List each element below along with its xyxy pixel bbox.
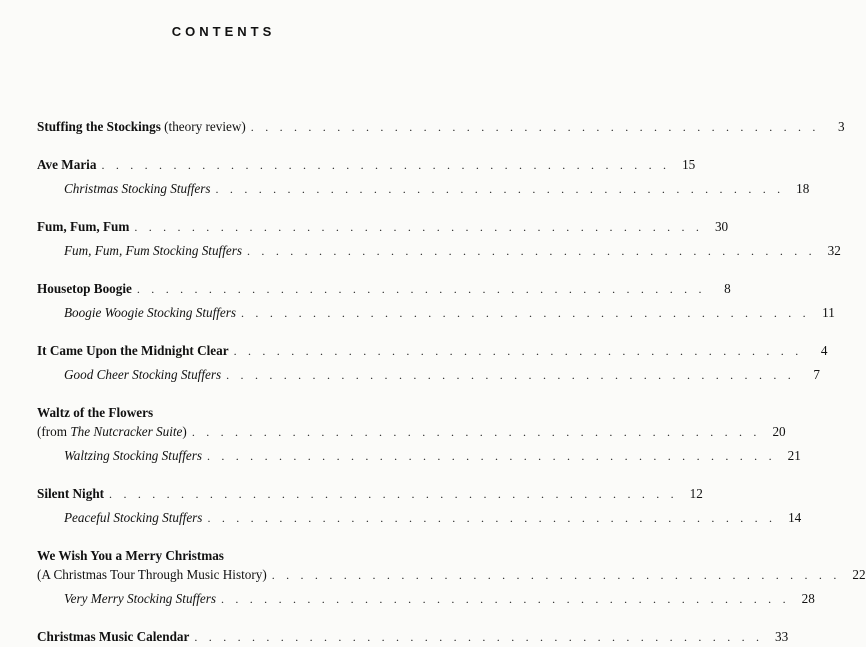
- entry-title: It Came Upon the Midnight Clear: [37, 343, 229, 358]
- toc-subentry-peaceful-stocking-stuffers[interactable]: [37, 508, 802, 528]
- page-number: 15: [682, 157, 696, 172]
- toc-entry-merry-christmas-subtitle[interactable]: [37, 565, 866, 585]
- toc-subentry-very-merry-stocking-stuffers[interactable]: [37, 589, 815, 609]
- page-number: 14: [788, 510, 802, 525]
- toc-entry-christmas-music-calendar[interactable]: [37, 627, 789, 647]
- toc-entry-it-came-upon-the-midnight-clear[interactable]: [37, 341, 828, 361]
- toc-entry-housetop-boogie[interactable]: [37, 279, 731, 299]
- leader-dots: . . . . . . . . . . . . . . . . . . . . . . . . . . . . . . . . . . . . . . . .: [109, 487, 678, 501]
- toc-entry-silent-night[interactable]: [37, 484, 703, 504]
- leader-dots: . . . . . . . . . . . . . . . . . . . . . . . . . . . . . . . . . . . . . . . .: [220, 592, 790, 606]
- entry-title: We Wish You a Merry Christmas: [37, 548, 224, 563]
- toc-subentry-waltzing-stocking-stuffers[interactable]: [37, 446, 801, 466]
- page-number: 4: [820, 343, 828, 358]
- toc-entry-fum-fum-fum[interactable]: [37, 217, 729, 237]
- page-title: CONTENTS: [171, 24, 276, 39]
- page-number: 21: [787, 448, 801, 463]
- subentry-title: Very Merry Stocking Stuffers: [64, 591, 216, 606]
- subentry-title: Waltzing Stocking Stuffers: [64, 448, 202, 463]
- page-number: 11: [822, 305, 835, 320]
- entry-subtitle: (theory review): [160, 119, 246, 134]
- page-number: 20: [772, 424, 786, 439]
- leader-dots: . . . . . . . . . . . . . . . . . . . . . . . . . . . . . . . . . . . . . . . .: [215, 182, 785, 196]
- subentry-title: Good Cheer Stocking Stuffers: [64, 367, 222, 382]
- page-number: 30: [714, 219, 729, 234]
- toc-entry-waltz-of-the-flowers[interactable]: [37, 403, 417, 422]
- table-of-contents: [37, 117, 866, 647]
- subentry-title: Boogie Woogie Stocking Stuffers: [64, 305, 237, 320]
- toc-subentry-boogie-woogie-stocking-stuffers[interactable]: [37, 303, 835, 323]
- toc-subentry-good-cheer-stocking-stuffers[interactable]: [37, 365, 820, 385]
- leader-dots: . . . . . . . . . . . . . . . . . . . . . . . . . . . . . . . . . . . . . . . .: [247, 244, 816, 258]
- leader-dots: . . . . . . . . . . . . . . . . . . . . . . . . . . . . . . . . . . . . . . . .: [241, 306, 810, 320]
- toc-entry-waltz-of-the-flowers-source[interactable]: [37, 422, 786, 442]
- entry-title: Stuffing the Stockings: [37, 119, 161, 134]
- entry-subtitle-work: The Nutcracker Suite: [70, 424, 183, 439]
- page-number: 32: [827, 243, 841, 258]
- entry-title: Fum, Fum, Fum: [37, 219, 130, 234]
- leader-dots: . . . . . . . . . . . . . . . . . . . . . . . . . . . . . . . . . . . . . . . .: [206, 449, 776, 463]
- leader-dots: . . . . . . . . . . . . . . . . . . . . . . . . . . . . . . . . . . . . . . . .: [194, 630, 764, 644]
- entry-subtitle-suffix: ): [182, 424, 187, 439]
- entry-title: Waltz of the Flowers: [37, 405, 154, 420]
- leader-dots: . . . . . . . . . . . . . . . . . . . . . . . . . . . . . . . . . . . . . . . .: [191, 425, 761, 439]
- leader-dots: . . . . . . . . . . . . . . . . . . . . . . . . . . . . . . . . . . . . . . . .: [233, 344, 803, 358]
- entry-title: Housetop Boogie: [37, 281, 132, 296]
- page-number: 7: [813, 367, 820, 382]
- leader-dots: . . . . . . . . . . . . . . . . . . . . . . . . . . . . . . . . . . . . . . . .: [207, 511, 777, 525]
- page-number: 8: [724, 281, 731, 296]
- page-number: 18: [796, 181, 810, 196]
- page-number: 12: [689, 486, 703, 501]
- page-number: 22: [852, 567, 866, 582]
- subentry-title: Fum, Fum, Fum Stocking Stuffers: [64, 243, 243, 258]
- entry-subtitle: (A Christmas Tour Through Music History): [37, 567, 267, 582]
- leader-dots: . . . . . . . . . . . . . . . . . . . . . . . . . . . . . . . . . . . . . . . .: [250, 120, 820, 134]
- toc-entry-stuffing-the-stockings[interactable]: [37, 117, 845, 137]
- toc-entry-we-wish-you-a-merry-christmas[interactable]: [37, 546, 417, 565]
- page-number: 33: [775, 629, 789, 644]
- subentry-title: Peaceful Stocking Stuffers: [64, 510, 203, 525]
- leader-dots: . . . . . . . . . . . . . . . . . . . . . . . . . . . . . . . . . . . . . . . .: [226, 368, 795, 382]
- toc-subentry-fum-fum-fum-stocking-stuffers[interactable]: [37, 241, 841, 261]
- entry-title: Silent Night: [37, 486, 105, 501]
- entry-title: Christmas Music Calendar: [37, 629, 190, 644]
- subentry-title: Christmas Stocking Stuffers: [64, 181, 211, 196]
- toc-entry-ave-maria[interactable]: [37, 155, 696, 175]
- leader-dots: . . . . . . . . . . . . . . . . . . . . . . . . . . . . . . . . . . . . . . . .: [271, 568, 841, 582]
- leader-dots: . . . . . . . . . . . . . . . . . . . . . . . . . . . . . . . . . . . . . . . .: [134, 220, 704, 234]
- leader-dots: . . . . . . . . . . . . . . . . . . . . . . . . . . . . . . . . . . . . . . . .: [136, 282, 706, 296]
- page-number: 3: [838, 119, 845, 134]
- toc-subentry-christmas-stocking-stuffers[interactable]: [37, 179, 810, 199]
- entry-title: Ave Maria: [37, 157, 97, 172]
- leader-dots: . . . . . . . . . . . . . . . . . . . . . . . . . . . . . . . . . . . . . . . .: [101, 158, 671, 172]
- entry-subtitle-prefix: (from: [37, 424, 71, 439]
- page-number: 28: [801, 591, 815, 606]
